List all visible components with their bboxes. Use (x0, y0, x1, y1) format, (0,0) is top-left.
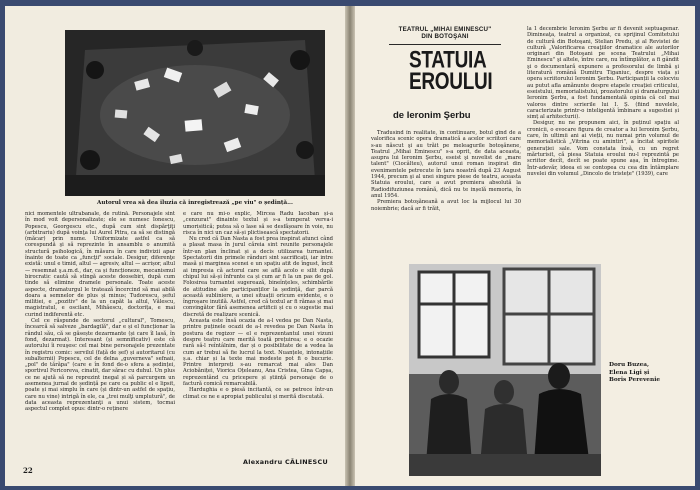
headline-line-1: STATUIA (409, 47, 487, 74)
actors-photo-image (409, 264, 601, 476)
left-col2-paragraph: e care nu mi-o explic, Mircea Radu Iacoban și-a „cenzurat" dinainte textul și s-a temperat verva-i umorisitică; putea să o lase să se desfășoare în voie, nu risca în nici un caz să-și plictisească spectatorii. (183, 211, 333, 236)
caption-line: Boris Perevenie (609, 377, 661, 384)
actors-photo (409, 264, 601, 476)
rubric-line-1: TEATRUL „MIHAI EMINESCU" (398, 26, 492, 33)
right-article-column-2 (527, 26, 679, 260)
left-col2-paragraph: Nu cred că Dan Nasta a fost prea inspirat atunci când a plasat masa în jurul căreia sint reunite personajele într-un plan înclinat și a decis utilizarea turnantei. Spectatorii din primele rânduri sint sacrificați, iar intre masă și marginea scenei e un spațiu atit de îngust, încit ai impresia că actorul care se află acolo e silit după chipul lui să-și înfrunte ca și cum ar fi la un pas de gol. Folosirea turnantei sugerează, bineînțeles, schimbările de atitudine ale participanților la ședință, dar parcă această subliniere, a unei situații oricum evidente, e o îngroșare inutilă. Astfel, cred că textul ar fi rămas și mai convingător fără asemenea artificii și cu o sugestie mai discretă de realizare scenică. (183, 236, 333, 318)
right-article-column-1 (371, 130, 521, 260)
left-col1-paragraph: nici momentele ultrabanale, de rutină. Personajele sint în mod voit depersonalizate; ele se numesc Ionescu, Popescu, Georgescu etc., după cum sint dispărţiţi (arbitrariu) după voinţa lui Aurel Pitra, ca să se distingă (măcar) prin nume. Uniformizate astfel ca să corespundă şi să reprezinte în ansamblu o anumită structură psihologică, în măsura în care indivizii apar înainte de toate ca „funcţii" sociale. Desigur, diferenţe există: unul e timid, altul — agresiv, altul — acrișor, altul — resemnat ş.a.m.d., dar, ca și funcționeze, mecanismul birocratic caută să stingă aceste deosebiri, după cum tinde să elimine dramele personale. Toate aceste aspecte, dramaturgul le tratează încercind să mai abilă doara a semnelor de plus și minus; Tudorescu, șeful militiei, e „pozitiv" de la un capăt la altul, Vălescu, magistratul, e oscilant, Mihăescu, doctorița, e mai curind indiferentă etc. (25, 211, 175, 318)
actors-photo-caption (609, 362, 691, 385)
left-col2-paragraph: Aceasta este însă ocazia de a-l vedea pe Dan Nasta, printre puținele ocazii de a-l revedea pe Dan Nasta în postura de regizor — el e reprezentantul unei vizuni despre teatru care merită toată prețuirea; e o ocazie rară să-l reîntâlnim, dar și o posibilitate de a vedea la cum ar trebui să fie lucrul la text. Nuanțele, intonațiile ș.a. chiar și la texte mai modeste pot fi o bucurie. Printre interpreți s-au remarcat mai ales Dan Aciobăniței, Viorica Oțeleanu, Ana Cristea, Gina Capșa, reprezentând cu pricepere și știință personaje de o factură comică remarcabilă. (183, 318, 333, 388)
right-page (355, 6, 695, 486)
left-col2-paragraph: Hardughia e o piesă incitantă, ce se petrece într-un climat ce ne e apropiat publicului și merită discutată. (183, 387, 333, 400)
article-headline (409, 47, 493, 95)
caption-line: Elena Ligi și (609, 369, 650, 376)
right-col2-paragraph: Desigur, nu ne propunem aici, în puținul spațiu al cronicii, o evocare figura de creator a lui Ieronim Şerbu, care, în ultimii ani ai vieții, nu numai prin volumul de memorialistică „Vitrina cu amintiri", a încitat spiritele generației sale. Vom constata însă, cu un regret mărturisit, că piesa Statuia eroului nu-l reprezintă pe scriitor decît, decît se poate spune așa, în întregime. Într-adevăr, ideea ei se contopea cu cea din întâmplare nuvelei din volumul „Dincolo de tristețe" (1939), care (527, 120, 679, 177)
right-col2-paragraph: la 1 decembrie Ieronim Şerbu ar fi devenit septuagenar. Dimineaţa, teatrul a organizat, cu sprijinul Comitetului de cultură din Botoşani, Stelian Predu, şi al Revistei de cultură „Valorificarea creaţiilor dramatice ale autorilor originari din Botoşani pe scena Teatrului „Mihai Eminescu" şi altele, între care, nu întîmplător, a fi gândit şi o documentară expunere a profesorului de limbă şi literatură română Dumitru Tiganiuc, despre viața și opera scriitorului Ieronim Şerbu. Participanții la colocviu au putut afla amănunte despre etapele creației criticului, eseistului, memorialistului, prozatorului și dramaturgului Ieronim Şerbu, a fost fundamentală opinia că cel mai valoros dintre scrierile lui I. Ș. (fiind nuvelele, caracterizate printr-o inteligentă îmbinare a sugestiei și simț al arhitecturii). (527, 26, 679, 121)
headline-line-2: EROULUI (409, 68, 493, 95)
meeting-photo-caption: Autorul vrea să dea iluzia că inregistrează „pe viu" o ședință... (97, 200, 293, 206)
book-gutter (345, 6, 355, 486)
rubric-rule (389, 44, 501, 45)
page-number: 22 (23, 466, 33, 475)
left-article-column-1 (25, 211, 175, 433)
caption-line: Doru Buzea, (609, 362, 650, 368)
meeting-photo (65, 30, 325, 196)
meeting-photo-image (65, 30, 325, 196)
right-col1-paragraph: Premiera botoşăneană a avut loc la mijlocul lui 30 noiembrie; dacă ar fi trăit, (371, 199, 521, 212)
right-col1-paragraph: Tradusind în realitate, în continuare, botul gînd de a valorifica scenic opera dramatică a acelor scriitori care s-au născut şi au trăit pe meleagurile botoşănene, Teatrul „Mihai Eminescu" s-a oprit, de data aceasta, asupra lui Ieronim Şerbu, eseist şi nuvelist de „mare talent" (Ciocâlteu), autorul unui roman inspirat din evenimentele petrecute în țara noastră după 23 August 1944, precum şi al unei singure piese de teatru, aceasta Statuia eroului, care a avut premiera absolută la Radiodifuziunea română, dică nu te inșelă memoria, în anul 1954. (371, 130, 521, 199)
left-col1-paragraph: Cel ce răspunde de sectorul „cultural", Tomescu, încearcă să salveze „bardagilă", dar e și el funcționar la rândul său, că se găsește dezarmante (și care îl lasă, în fond, dezarmat). Interesant (și semnificativ) este că autorului îi reuşesc cel mai bine personajele prezentate în registru comic: servilul (față de șef) și autoritarul (cu subalternii) Popescu, cel de delna „guverneva" sefnaii, „pol" de tărăpa" (care e în fond de-o sfera a ședinței, sportivul Fericoreva, cinatit, dar sărac cu duhul. Un plus ce ne ajută să ne reprezint inegal și să parcurgem un asemenea jurnal de ședință pe care ca public el e lipsit, poate și mai simplu în care (și dintr-un astfel de spațiu, care nu vine) intrigă în ele, ca „trei mulţi umplutură", de data aceasta reprezentanţi a unui sistem, tocmai aspectul complet opus: dintr-o reținere (25, 318, 175, 413)
left-article-column-2 (183, 211, 333, 433)
left-page (5, 6, 345, 486)
magazine-spread (5, 6, 695, 486)
rubric-line-2: DIN BOTOŞANI (421, 33, 469, 41)
article-signature: Alexandru CĂLINESCU (243, 458, 328, 466)
theatre-rubric (369, 26, 521, 41)
article-byline: de Ieronim Şerbu (393, 110, 471, 121)
